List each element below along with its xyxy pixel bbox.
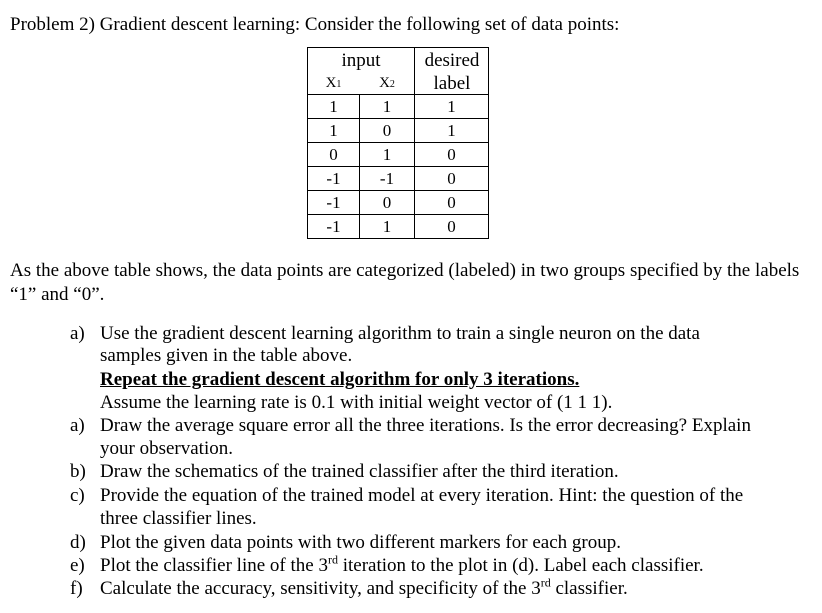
label-cell: 1 [447,97,456,116]
item-marker: c) [70,485,85,506]
bold-instruction: Repeat the gradient descent algorithm for only 3 iterations. [100,369,580,390]
x1-cell: 0 [329,145,338,164]
item-text: Plot the given data points with two different markers for each group. [100,532,621,553]
x2-cell: 0 [382,193,392,212]
item-text: Assume the learning rate is 0.1 with initial weight vector of (1 1 1). [100,392,613,413]
table-row [308,143,488,167]
desired-header: desired [424,50,480,71]
item-marker: a) [70,323,85,344]
label-cell: 0 [447,169,456,188]
x2-cell: 1 [382,145,392,164]
input-header: input [341,50,381,71]
table-row [308,215,488,239]
text-part: Plot the classifier line of the 3 [100,555,328,576]
x1-cell: -1 [326,169,341,188]
item-text [100,575,790,600]
label-cell: 0 [447,145,456,164]
x2-cell: -1 [379,169,395,188]
x2-cell: 1 [382,217,392,236]
item-marker: d) [70,532,86,553]
item-text: three classifier lines. [100,508,257,529]
x1-header: X1 [325,75,342,91]
text-part: classifier. [550,578,628,599]
problem-title: Problem 2) Gradient descent learning: Consider the following set of data points: [10,14,620,35]
table-row [308,119,488,143]
label-cell: 0 [447,217,456,236]
x1-cell: -1 [326,217,341,236]
label-cell: 0 [447,193,456,212]
table-row [308,167,488,191]
label-cell: 1 [447,121,456,140]
label-header: label [433,73,471,94]
item-text: samples given in the table above. [100,345,353,366]
item-marker: f) [70,578,83,599]
item-text: Provide the equation of the trained model at every iteration. Hint: the question of the [100,485,744,506]
text-part: iteration to the plot in (d). Label each classifier. [337,555,704,576]
text-part: Calculate the accuracy, sensitivity, and specificity of the 3 [100,578,541,599]
x2-cell: 1 [382,97,392,116]
item-text [100,552,790,577]
data-table [307,47,489,239]
item-text: Draw the schematics of the trained classifier after the third iteration. [100,461,619,482]
item-text: Use the gradient descent learning algorithm to train a single neuron on the data [100,323,700,344]
x2-header: X2 [379,75,395,91]
x1-cell: 1 [329,121,338,140]
table-row [308,191,488,215]
item-marker: e) [70,555,85,576]
description-paragraph: As the above table shows, the data points are categorized (labeled) in two groups specified by the labels “1” and “0”. [10,260,800,305]
item-marker: a) [70,415,85,436]
x2-cell: 0 [382,121,392,140]
superscript: rd [327,552,338,567]
table-row [308,95,488,119]
x1-cell: -1 [326,193,341,212]
item-marker: b) [70,461,86,482]
superscript: rd [540,575,551,590]
item-text: your observation. [100,438,233,459]
x1-cell: 1 [329,97,338,116]
item-text: Draw the average square error all the three iterations. Is the error decreasing? Explain [100,415,751,436]
